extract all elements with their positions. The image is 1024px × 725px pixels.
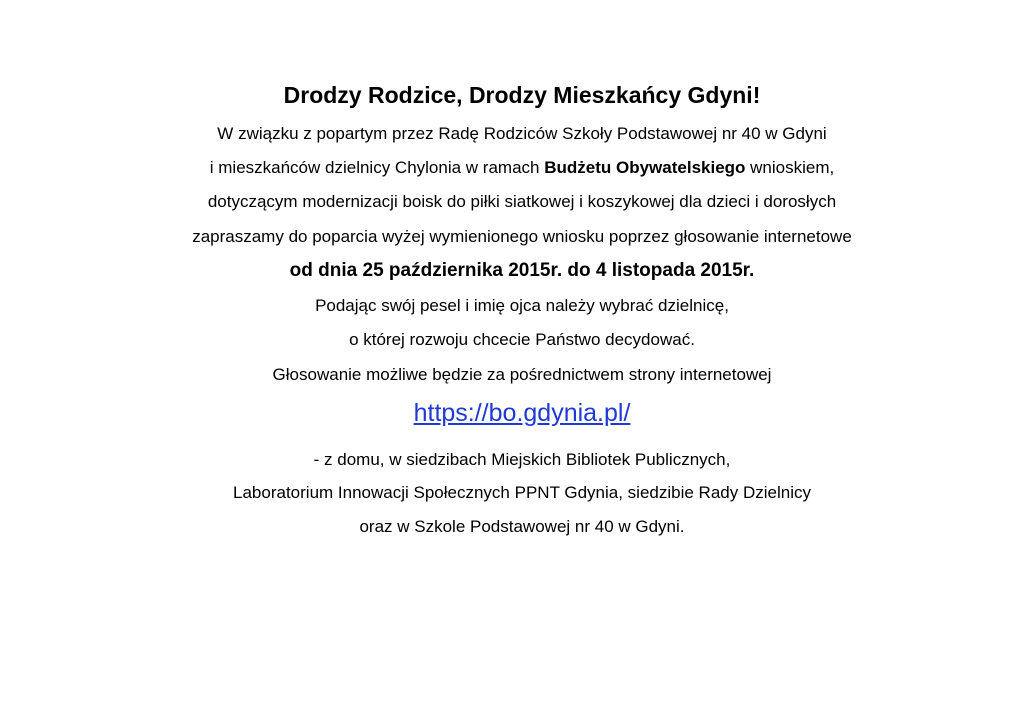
line-2-text-start: i mieszkańców dzielnicy Chylonia w ramach [209, 158, 545, 177]
paragraph-line-8: - z domu, w siedzibach Miejskich Bibliotek Publicznych, [313, 450, 731, 469]
paragraph-line-9: Laboratorium Innowacji Społecznych PPNT Gdynia, siedzibie Rady Dzielnicy [233, 483, 811, 502]
voting-website-link[interactable]: https://bo.gdynia.pl/ [413, 399, 631, 427]
voting-dates: od dnia 25 października 2015r. do 4 listopada 2015r. [289, 260, 755, 281]
paragraph-line-7: Głosowanie możliwe będzie za pośrednictwem strony internetowej [272, 365, 772, 384]
line-2-text-end: wnioskiem, [745, 158, 835, 177]
paragraph-line-4: zapraszamy do poparcia wyżej wymienionego wniosku poprzez głosowanie internetowe [192, 227, 852, 246]
page-title: Drodzy Rodzice, Drodzy Mieszkańcy Gdyni! [283, 82, 761, 108]
paragraph-line-2 [0, 157, 1024, 179]
paragraph-line-5: Podając swój pesel i imię ojca należy wybrać dzielnicę, [315, 296, 729, 315]
paragraph-line-10: oraz w Szkole Podstawowej nr 40 w Gdyni. [359, 517, 685, 536]
paragraph-line-6: o której rozwoju chcecie Państwo decydować. [349, 330, 695, 349]
paragraph-line-3: dotyczącym modernizacji boisk do piłki siatkowej i koszykowej dla dzieci i dorosłych [207, 192, 837, 211]
paragraph-line-1: W związku z popartym przez Radę Rodziców Szkoły Podstawowej nr 40 w Gdyni [217, 124, 827, 143]
budget-name-bold: Budżetu Obywatelskiego [544, 158, 746, 177]
